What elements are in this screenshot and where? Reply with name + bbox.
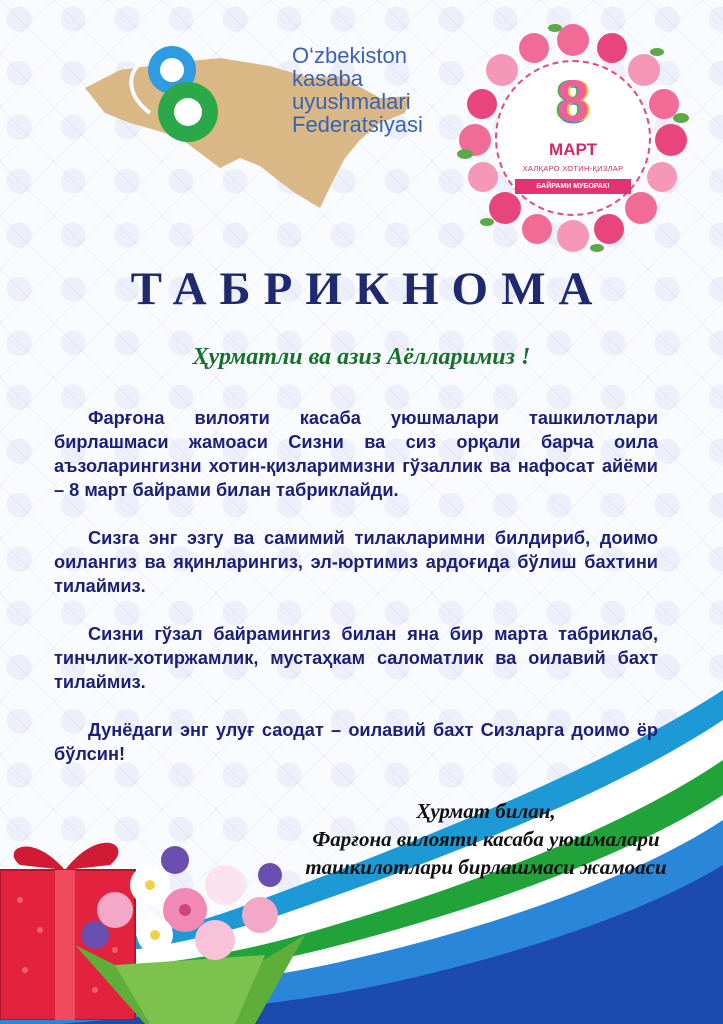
badge-center (495, 60, 651, 216)
paragraph-3: Сизни гўзал байрамингиз билан яна бир марта табриклаб, тинчлик-хотиржамлик, мустаҳкам саломатлик ва оилавий бахт тилаймиз. (54, 624, 658, 692)
signature-line-2: Фарғона вилояти касаба уюшмалари (312, 827, 660, 851)
badge-month: МАРТ (549, 140, 597, 159)
signature-line-1: Ҳурмат билан, (416, 799, 556, 823)
badge-ribbon: БАЙРАМИ МУБОРАК! (515, 179, 631, 194)
flower-bouquet-icon (55, 815, 315, 1024)
logo-text (292, 44, 423, 136)
march-8-badge (457, 22, 689, 254)
badge-subtitle: ХАЛҚАРО ХОТИН-ҚИЗЛАР (522, 164, 624, 173)
signature-line-3: ташкилотлари бирлашмаси жамоаси (305, 855, 667, 879)
logo-line-4: Federatsiyasi (292, 112, 423, 137)
paragraph-2: Сизга энг эзгу ва самимий тилакларимни билдириб, доимо оилангиз ва яқинларингиз, эл-юртимиз ардоғида бўлиш бахтини тилаймиз. (54, 528, 658, 596)
badge-digit: 8 (556, 69, 590, 134)
greeting: Ҳурматли ва азиз Аёлларимиз ! (192, 344, 531, 370)
logo-line-2: kasaba (292, 66, 363, 91)
logo-line-3: uyushmalari (292, 89, 411, 114)
paragraph-4: Дунёдаги энг улуғ саодат – оилавий бахт Сизларга доимо ёр бўлсин! (54, 720, 658, 764)
letter-body (54, 406, 658, 790)
signature (271, 797, 701, 881)
logo-line-1: O‘zbekiston (292, 43, 407, 68)
paragraph-1: Фарғона вилояти касаба уюшмалари ташкилотлари бирлашмаси жамоаси Сизни ва сиз орқали барча оила аъзоларингизни хотин-қизларимизни гўзаллик ва нафосат айёми – 8 март байрами билан табриклайди. (54, 408, 658, 500)
federation-logo (80, 18, 423, 218)
page-title: ТАБРИКНОМА (130, 263, 606, 315)
